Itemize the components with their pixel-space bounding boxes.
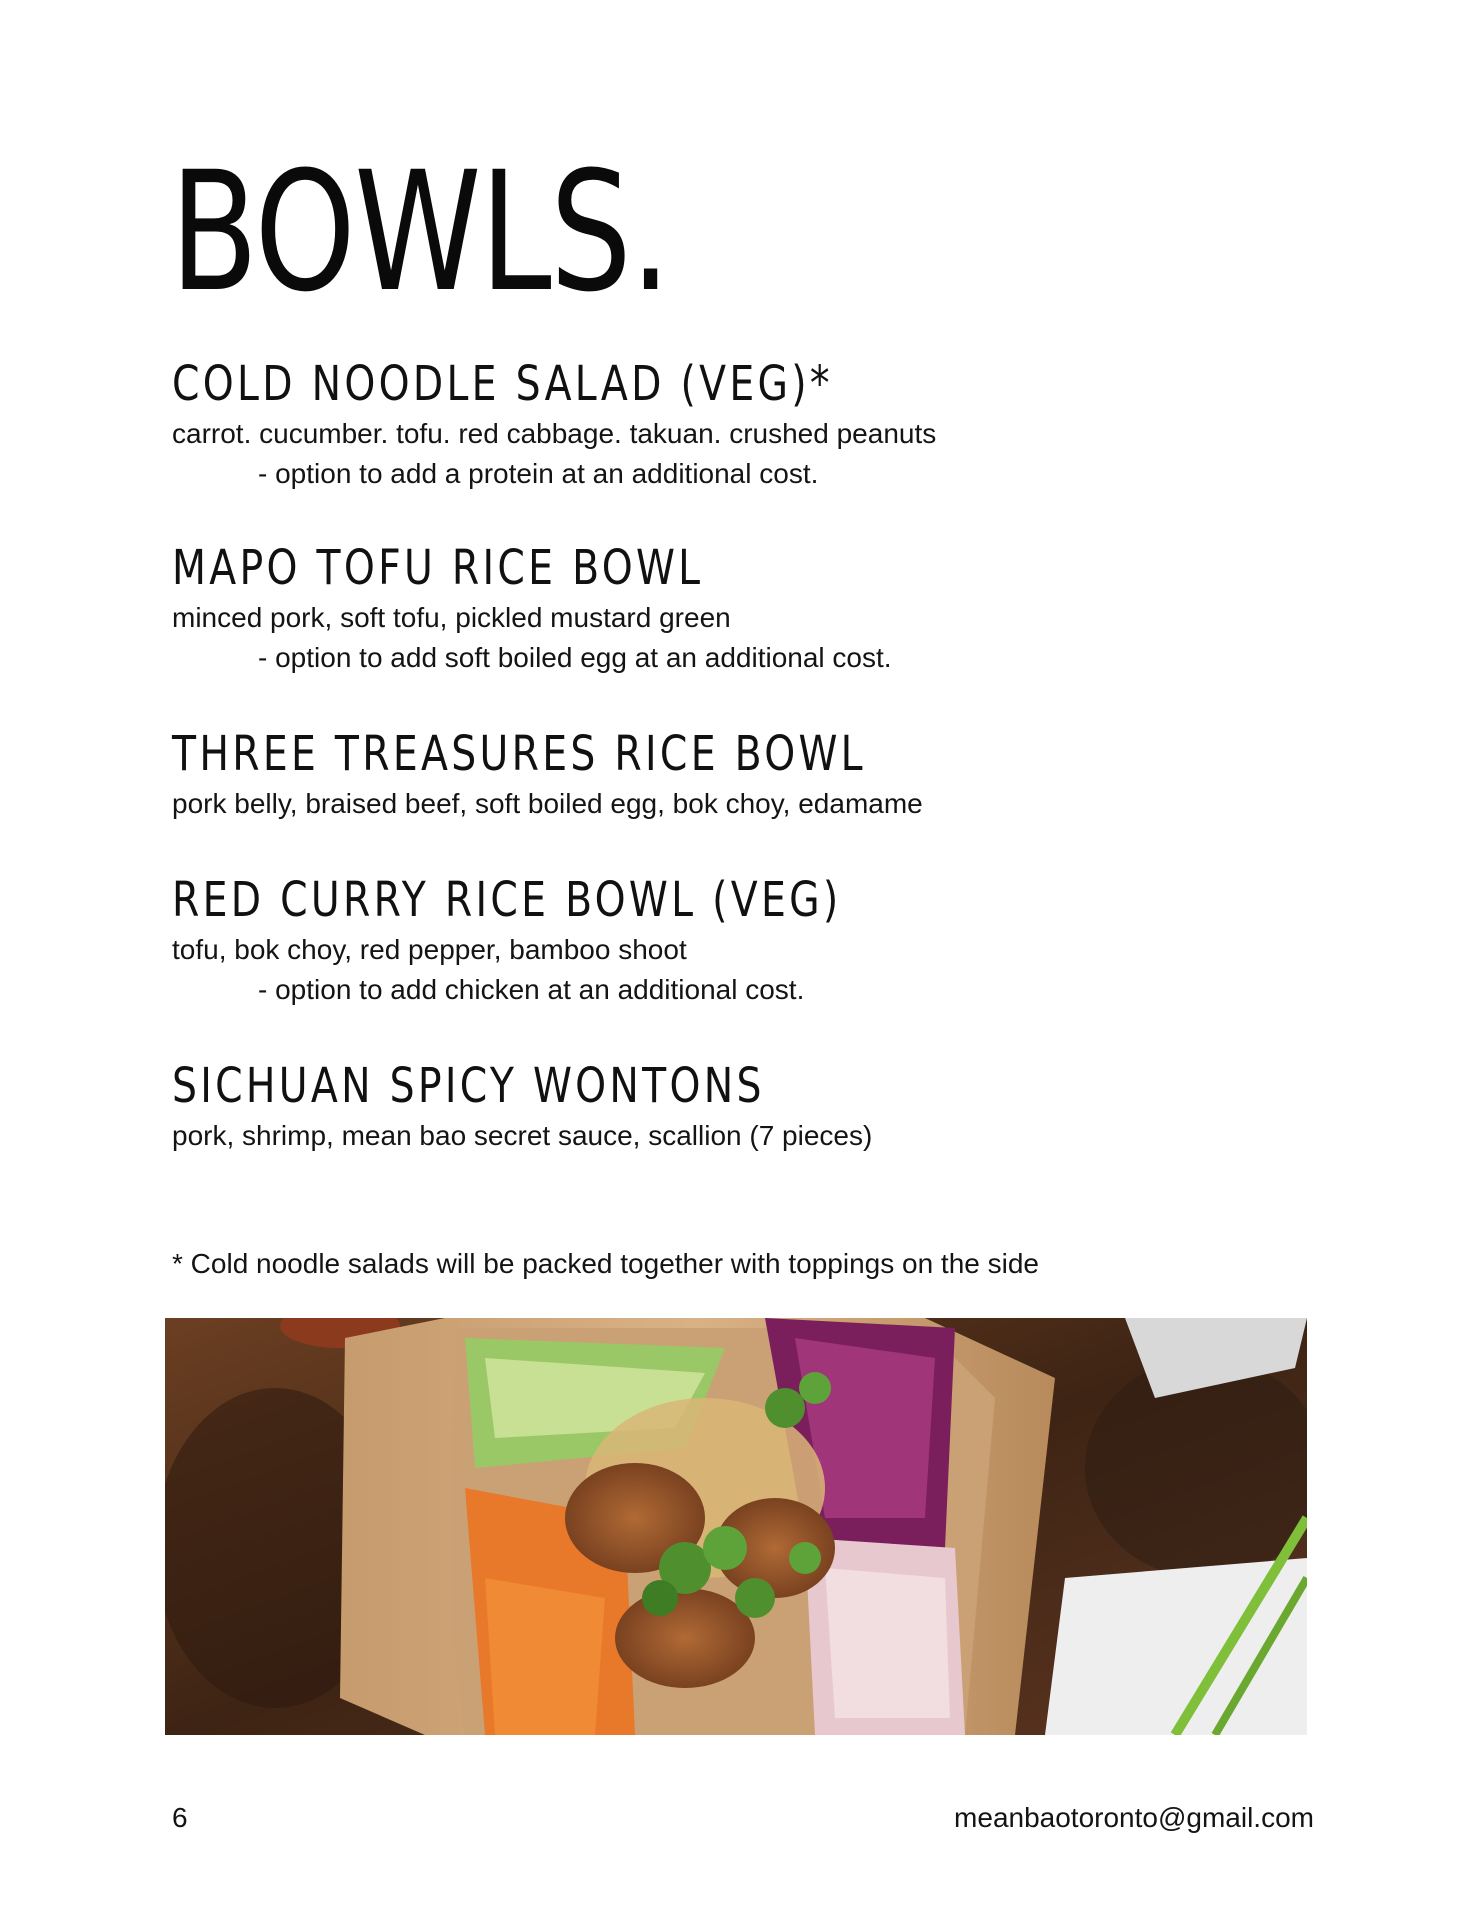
item-option: - option to add a protein at an additional cost. <box>258 458 819 489</box>
item-option: - option to add soft boiled egg at an additional cost. <box>258 642 892 673</box>
menu-item-cold-noodle-salad <box>172 356 1322 540</box>
item-option: - option to add chicken at an additional cost. <box>258 974 805 1005</box>
menu-item-three-treasures-rice-bowl <box>172 726 1322 872</box>
item-description: pork belly, braised beef, soft boiled egg, bok choy, edamame <box>172 788 923 819</box>
item-name: RED CURRY RICE BOWL (VEG) <box>172 872 842 928</box>
item-name: SICHUAN SPICY WONTONS <box>172 1058 765 1114</box>
item-description: carrot. cucumber. tofu. red cabbage. takuan. crushed peanuts <box>172 418 937 449</box>
noodle-salad-image <box>165 1318 1307 1735</box>
item-description: minced pork, soft tofu, pickled mustard green <box>172 602 731 633</box>
page-number: 6 <box>172 1802 188 1833</box>
footnote: * Cold noodle salads will be packed together with toppings on the side <box>172 1248 1040 1279</box>
item-name: THREE TREASURES RICE BOWL <box>172 726 866 782</box>
item-name: COLD NOODLE SALAD (VEG)* <box>172 356 833 412</box>
item-description: pork, shrimp, mean bao secret sauce, scallion (7 pieces) <box>172 1120 873 1151</box>
item-description: tofu, bok choy, red pepper, bamboo shoot <box>172 934 687 965</box>
page-title: BOWLS. <box>170 136 670 328</box>
menu-list <box>172 356 1322 1168</box>
food-photo <box>165 1318 1307 1735</box>
item-name: MAPO TOFU RICE BOWL <box>172 540 704 596</box>
contact-email: meanbaotoronto@gmail.com <box>954 1802 1314 1833</box>
menu-item-mapo-tofu-rice-bowl <box>172 540 1322 726</box>
menu-item-red-curry-rice-bowl <box>172 872 1322 1058</box>
menu-item-sichuan-spicy-wontons <box>172 1058 1322 1168</box>
